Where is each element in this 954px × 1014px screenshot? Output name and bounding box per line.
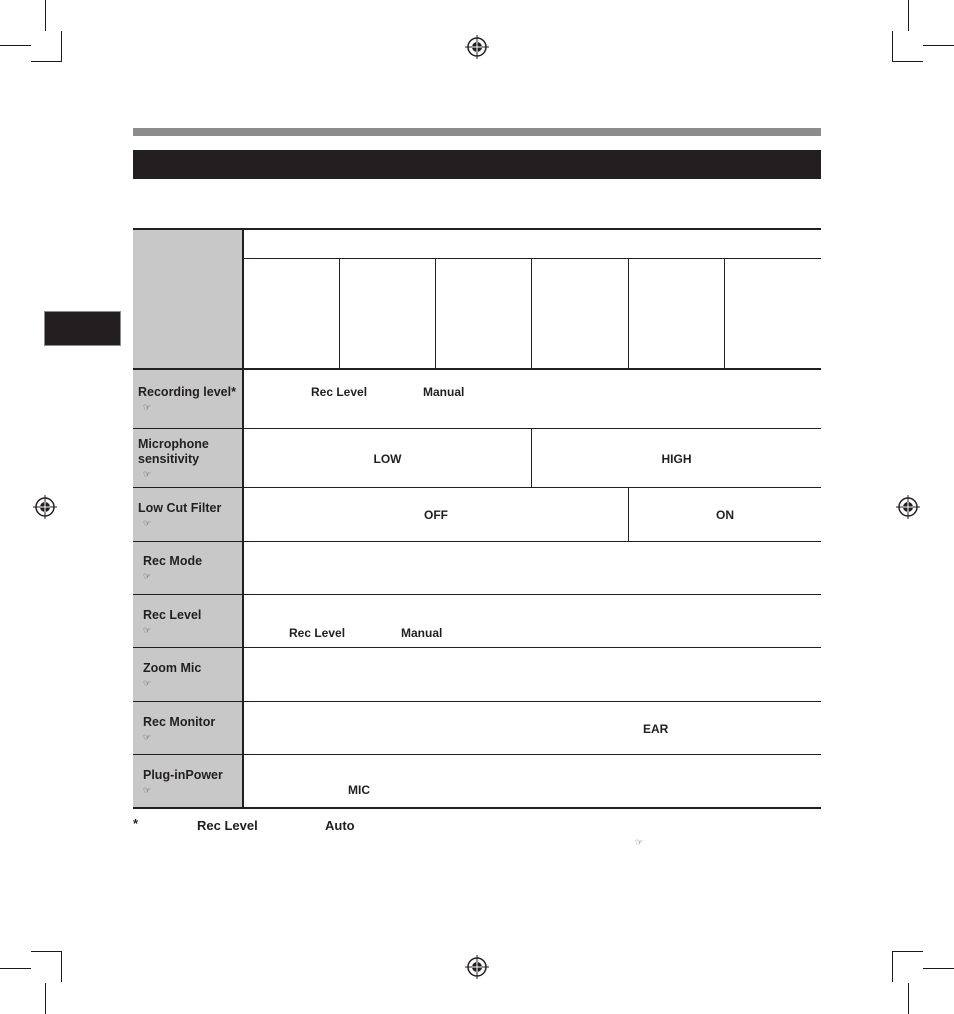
row-label-mic-sensitivity-1: Microphone bbox=[138, 437, 209, 451]
table-rule bbox=[133, 754, 821, 755]
crop-mark bbox=[31, 61, 62, 62]
reference-icon: ☞ bbox=[143, 402, 152, 412]
cell-plug-in-mic: MIC bbox=[348, 783, 370, 797]
table-rule bbox=[133, 594, 821, 595]
section-rule bbox=[133, 128, 821, 136]
crop-mark bbox=[31, 951, 62, 952]
reference-icon: ☞ bbox=[143, 785, 152, 795]
table-rule bbox=[628, 259, 629, 369]
row-label-rec-monitor: Rec Monitor bbox=[143, 715, 216, 729]
footnote-asterisk: * bbox=[133, 816, 139, 831]
footnote-rec-level: Rec Level bbox=[197, 818, 258, 833]
table-rule bbox=[133, 541, 821, 542]
row-label-mic-sensitivity-2: sensitivity bbox=[138, 452, 200, 466]
registration-mark-icon bbox=[33, 495, 57, 519]
cell-rec-level-value: Rec Level bbox=[289, 626, 346, 640]
crop-mark bbox=[908, 0, 909, 31]
table-rule bbox=[243, 258, 821, 259]
crop-mark bbox=[892, 951, 923, 952]
chapter-tab bbox=[44, 311, 121, 346]
reference-icon: ☞ bbox=[143, 469, 152, 479]
crop-mark bbox=[892, 61, 923, 62]
table-rule bbox=[133, 701, 821, 702]
row-label-plug-in-power: Plug-inPower bbox=[143, 768, 223, 782]
footnote-auto: Auto bbox=[325, 818, 355, 833]
table-rule bbox=[435, 259, 436, 369]
reference-icon: ☞ bbox=[143, 732, 152, 742]
reference-icon: ☞ bbox=[143, 571, 152, 581]
crop-mark bbox=[0, 45, 31, 46]
registration-mark-icon bbox=[465, 955, 489, 979]
crop-mark bbox=[923, 45, 954, 46]
crop-mark bbox=[45, 0, 46, 31]
crop-mark bbox=[892, 31, 893, 62]
row-label-low-cut-filter: Low Cut Filter bbox=[138, 501, 222, 515]
cell-low-cut-on: ON bbox=[716, 508, 734, 522]
crop-mark bbox=[892, 951, 893, 982]
table-rule bbox=[133, 428, 821, 429]
cell-rec-level: Rec Level bbox=[311, 385, 368, 399]
section-title-bar bbox=[133, 150, 821, 179]
table-rule bbox=[724, 259, 725, 369]
crop-mark bbox=[45, 983, 46, 1014]
crop-mark bbox=[908, 983, 909, 1014]
reference-icon: ☞ bbox=[143, 625, 152, 635]
table-rule bbox=[133, 368, 821, 370]
table-rule bbox=[339, 259, 340, 369]
reference-icon: ☞ bbox=[143, 678, 152, 688]
table-rule bbox=[133, 487, 821, 488]
row-label-rec-mode: Rec Mode bbox=[143, 554, 203, 568]
cell-manual: Manual bbox=[423, 385, 465, 399]
row-label-recording-level: Recording level* bbox=[138, 385, 236, 399]
registration-mark-icon bbox=[896, 495, 920, 519]
crop-mark bbox=[61, 31, 62, 62]
registration-mark-icon bbox=[465, 35, 489, 59]
reference-icon: ☞ bbox=[143, 518, 152, 528]
table-rule bbox=[133, 647, 821, 648]
table-rule bbox=[531, 259, 532, 369]
cell-mic-high: HIGH bbox=[661, 452, 692, 466]
cell-rec-level-manual: Manual bbox=[401, 626, 443, 640]
row-label-rec-level: Rec Level bbox=[143, 608, 202, 622]
crop-mark bbox=[61, 951, 62, 982]
crop-mark bbox=[923, 968, 954, 969]
row-label-zoom-mic: Zoom Mic bbox=[143, 661, 202, 675]
reference-icon: ☞ bbox=[635, 837, 644, 847]
cell-rec-monitor-ear: EAR bbox=[643, 722, 669, 736]
table-rule bbox=[133, 807, 821, 809]
cell-mic-low: LOW bbox=[373, 452, 402, 466]
crop-mark bbox=[0, 968, 31, 969]
cell-low-cut-off: OFF bbox=[424, 508, 448, 522]
table-rule bbox=[133, 228, 821, 230]
